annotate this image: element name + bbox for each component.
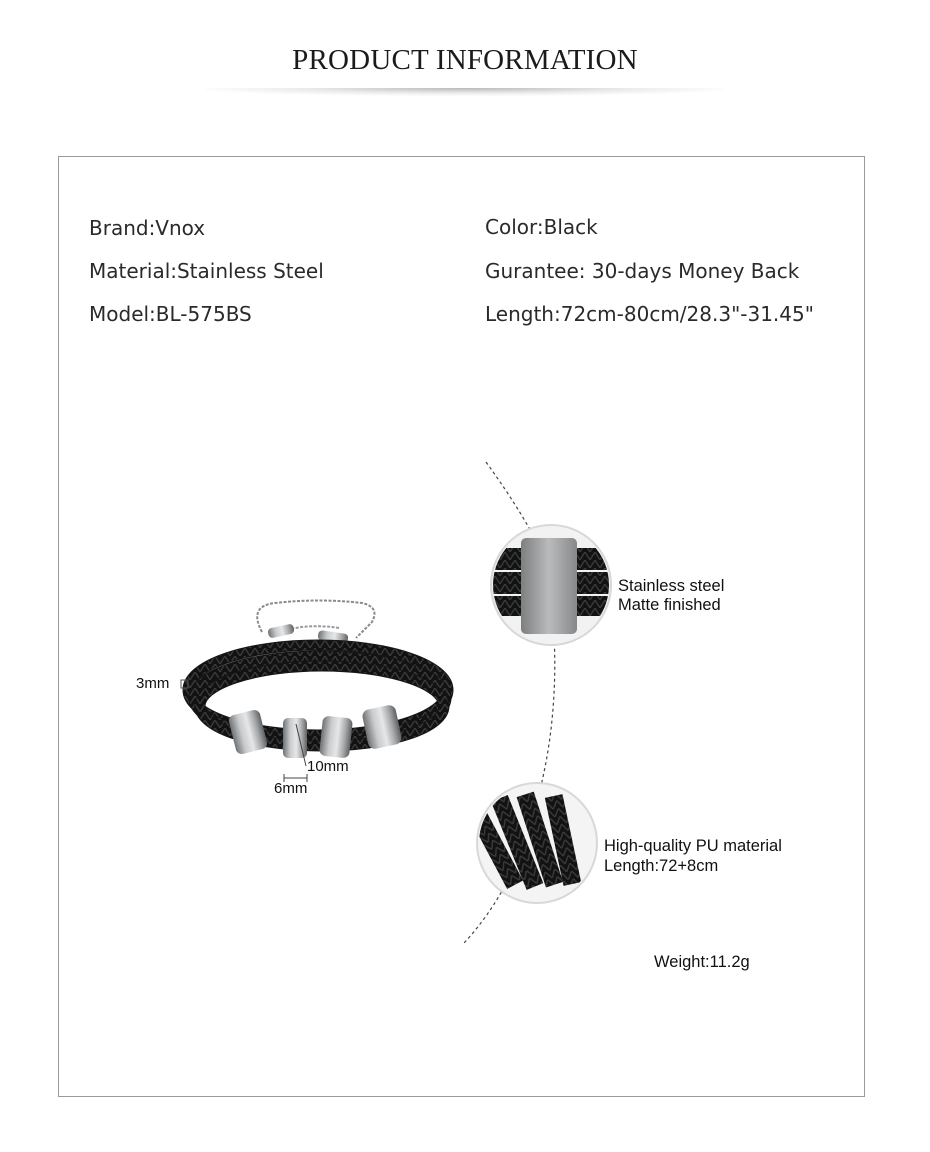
bead-closeup-image <box>480 525 630 645</box>
bracelet-image <box>181 601 448 783</box>
spec-length: Length:72cm-80cm/28.3"-31.45" <box>485 302 814 326</box>
bead-callout-line2: Matte finished <box>618 596 721 614</box>
weight-label: Weight:11.2g <box>654 953 750 971</box>
cord-callout-line2: Length:72+8cm <box>604 857 719 875</box>
bead-callout-line1: Stainless steel <box>618 577 725 595</box>
page-title: PRODUCT INFORMATION <box>292 44 638 76</box>
steel-bead <box>228 709 269 756</box>
cord-closeup-image <box>465 783 597 903</box>
spec-color: Color:Black <box>485 215 598 239</box>
cord-callout-line1: High-quality PU material <box>604 837 782 855</box>
bead-height-label: 10mm <box>307 758 349 775</box>
bead-width-label: 6mm <box>274 780 308 797</box>
spec-material: Material:Stainless Steel <box>89 259 324 283</box>
spec-model: Model:BL-575BS <box>89 302 252 326</box>
steel-bead <box>319 716 353 759</box>
spec-guarantee: Gurantee: 30-days Money Back <box>485 259 800 283</box>
thickness-label: 3mm <box>136 675 170 692</box>
spec-brand: Brand:Vnox <box>89 216 206 240</box>
steel-bead <box>283 718 307 758</box>
